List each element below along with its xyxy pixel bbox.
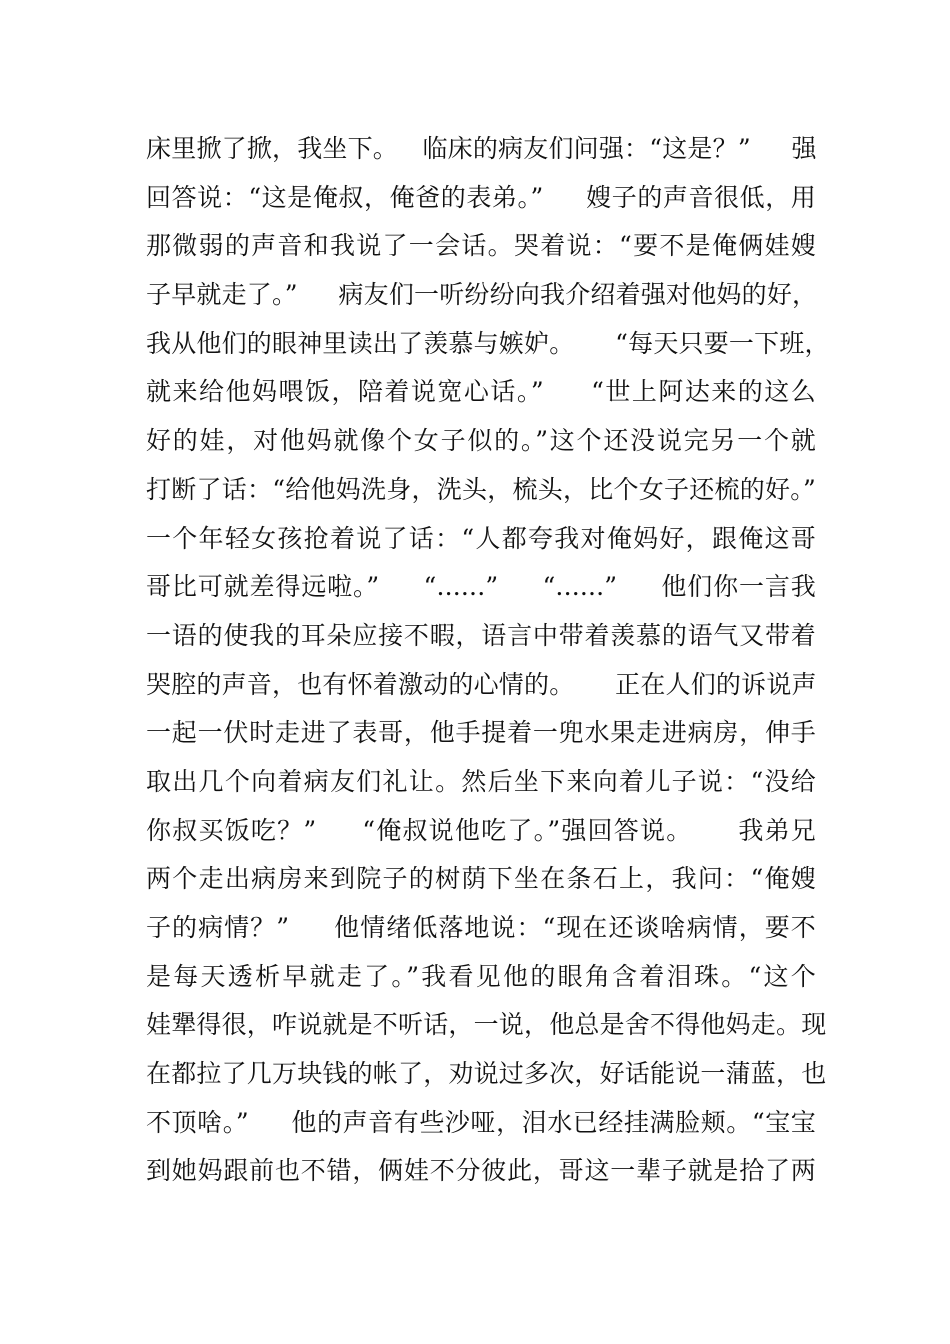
text-line: 那微弱的声音和我说了一会话。哭着说：“要不是俺俩娃嫂 (146, 231, 816, 261)
text-line: 哥比可就差得远啦。” “......” “......” 他们你一言我 (146, 572, 816, 602)
text-line: 我从他们的眼神里读出了羡慕与嫉妒。 “每天只要一下班， (146, 328, 830, 358)
text-line: 子的病情？” 他情绪低落地说：“现在还谈啥病情，要不 (146, 913, 816, 942)
text-line: 一个年轻女孩抢着说了话：“人都夸我对俺妈好，跟俺这哥 (146, 523, 816, 553)
text-line: 不顶啥。” 他的声音有些沙哑，泪水已经挂满脸颊。“宝宝 (146, 1107, 816, 1137)
text-line: 子早就走了。” 病友们一听纷纷向我介绍着强对他妈的好， (146, 280, 818, 310)
text-line: 好的娃，对他妈就像个女子似的。”这个还没说完另一个就 (146, 426, 816, 456)
text-line: 取出几个向着病友们礼让。然后坐下来向着儿子说：“没给 (146, 766, 816, 796)
text-line: 是每天透析早就走了。”我看见他的眼角含着泪珠。“这个 (146, 961, 816, 991)
text-line: 哭腔的声音，也有怀着激动的心情的。 正在人们的诉说声 (146, 669, 817, 699)
text-line: 就来给他妈喂饭，陪着说宽心话。” “世上阿达来的这么 (146, 377, 816, 407)
text-line: 一起一伏时走进了表哥，他手提着一兜水果走进病房，伸手 (146, 718, 816, 748)
text-line: 一语的使我的耳朵应接不暇，语言中带着羡慕的语气又带着 (146, 620, 816, 650)
text-line: 床里掀了掀，我坐下。 临床的病友们问强：“这是？” 强 (146, 134, 817, 163)
text-line: 回答说：“这是俺叔，俺爸的表弟。” 嫂子的声音很低，用 (146, 182, 816, 212)
text-line: 两个走出病房来到院子的树荫下坐在条石上，我问：“俺嫂 (146, 864, 816, 894)
body-text (146, 125, 830, 1196)
text-line: 到她妈跟前也不错，俩娃不分彼此，哥这一辈子就是拾了两 (146, 1156, 816, 1186)
text-line: 娃犟得很，咋说就是不听话，一说，他总是舍不得他妈走。现 (146, 1010, 827, 1040)
text-line: 你叔买饭吃？” “俺叔说他吃了。”强回答说。 我弟兄 (146, 815, 816, 845)
text-line: 在都拉了几万块钱的帐了，劝说过多次，好话能说一蒲蓝，也 (146, 1059, 827, 1089)
text-line: 打断了话：“给他妈洗身，洗头，梳头，比个女子还梳的好。” (146, 474, 816, 504)
